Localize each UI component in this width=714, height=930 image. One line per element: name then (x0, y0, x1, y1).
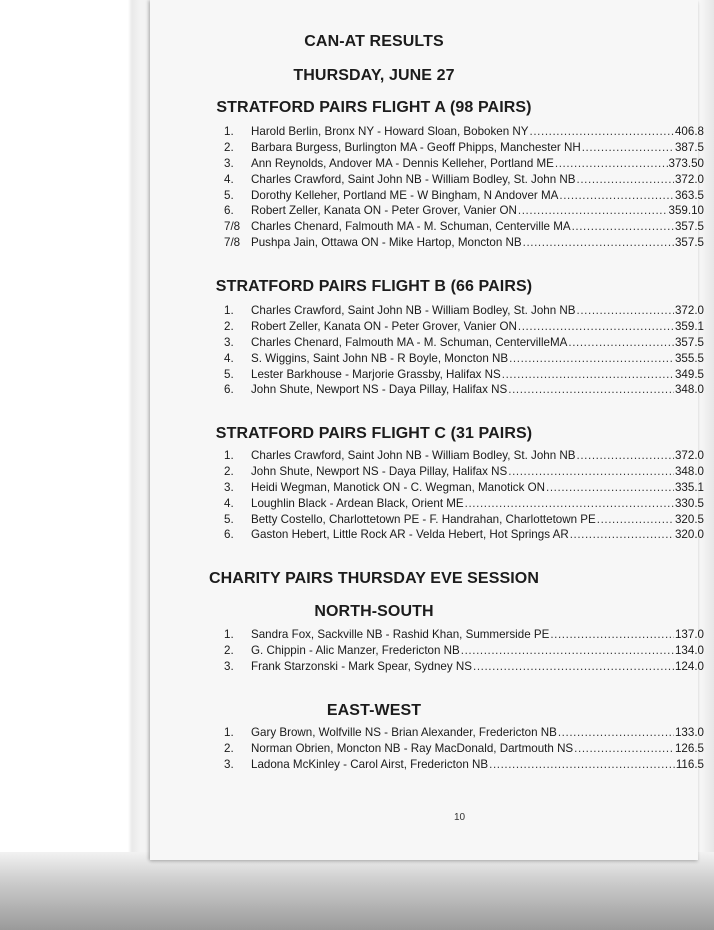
result-rank: 3. (224, 659, 234, 673)
result-rank: 3. (224, 757, 234, 771)
result-score: 357.5 (674, 335, 704, 349)
dot-leader (509, 351, 674, 367)
results-list-flight-a (224, 124, 704, 251)
result-pair-names: S. Wiggins, Saint John NB - R Boyle, Moncton NB (251, 351, 509, 365)
result-row (224, 627, 704, 643)
result-rank: 1. (224, 125, 234, 138)
dot-leader (465, 496, 674, 512)
result-row (224, 512, 704, 528)
result-pair-names: Dorothy Kelleher, Portland ME - W Bingham, N Andover MA (251, 188, 559, 202)
dot-leader (546, 480, 674, 496)
dot-leader (582, 140, 674, 156)
dot-leader (555, 156, 668, 172)
result-score: 372.0 (674, 172, 704, 186)
result-row (224, 335, 704, 351)
result-pair-names: Ladona McKinley - Carol Airst, Fredericton NB (251, 757, 489, 771)
result-row (224, 303, 704, 319)
result-row (224, 351, 704, 367)
result-pair-names: Charles Chenard, Falmouth MA - M. Schuman, Centerville MA (251, 220, 571, 234)
dot-leader (572, 219, 674, 235)
document-page (150, 0, 704, 860)
results-list-east-west (224, 725, 704, 773)
result-rank: 6. (224, 528, 234, 542)
page-number: 10 (454, 812, 466, 823)
result-pair-names: Gaston Hebert, Little Rock AR - Velda Hebert, Hot Springs AR (251, 528, 569, 542)
result-pair-names: Charles Crawford, Saint John NB - William Bodley, St. John NB (251, 449, 576, 462)
result-score: 330.5 (674, 496, 704, 510)
result-pair-names: John Shute, Newport NS - Daya Pillay, Halifax NS (251, 383, 508, 397)
result-pair-names: Pushpa Jain, Ottawa ON - Mike Hartop, Moncton NB (251, 236, 522, 250)
result-row (224, 496, 704, 512)
result-rank: 4. (224, 351, 234, 365)
dot-leader (577, 448, 674, 464)
result-score: 372.0 (674, 304, 704, 317)
result-row (224, 367, 704, 383)
result-row (224, 172, 704, 188)
result-rank: 6. (224, 383, 234, 397)
result-pair-names: Robert Zeller, Kanata ON - Peter Grover, Vanier ON (251, 319, 517, 333)
dot-leader (559, 188, 674, 204)
section-heading-flight-b: STRATFORD PAIRS FLIGHT B (66 PAIRS) (215, 278, 533, 295)
result-score: 124.0 (674, 659, 704, 673)
dot-leader (508, 382, 674, 398)
result-score: 355.5 (674, 351, 704, 365)
dot-leader (473, 659, 674, 675)
page-subtitle: THURSDAY, JUNE 27 (293, 67, 455, 84)
result-score: 359.1 (674, 319, 704, 333)
result-rank: 3. (224, 480, 234, 494)
result-row (224, 480, 704, 496)
result-rank: 2. (224, 319, 234, 333)
result-pair-names: Charles Crawford, Saint John NB - William Bodley, St. John NB (251, 304, 576, 317)
result-pair-names: Heidi Wegman, Manotick ON - C. Wegman, Manotick ON (251, 480, 546, 494)
result-rank: 3. (224, 335, 234, 349)
result-score: 349.5 (674, 367, 704, 381)
result-pair-names: Betty Costello, Charlottetown PE - F. Handrahan, Charlottetown PE (251, 512, 596, 526)
dot-leader (550, 627, 674, 643)
result-row (224, 464, 704, 480)
result-score: 320.5 (674, 512, 704, 526)
page-title: CAN-AT RESULTS (304, 33, 444, 50)
result-score: 133.0 (674, 726, 704, 739)
result-row (224, 156, 704, 172)
result-row (224, 140, 704, 156)
result-rank: 2. (224, 140, 234, 154)
result-pair-names: John Shute, Newport NS - Daya Pillay, Halifax NS (251, 464, 508, 478)
result-score: 348.0 (674, 464, 704, 478)
result-rank: 2. (224, 741, 234, 755)
result-score: 359.10 (668, 204, 704, 218)
result-score: 134.0 (674, 643, 704, 657)
result-row (224, 643, 704, 659)
dot-leader (523, 235, 674, 251)
result-score: 357.5 (674, 236, 704, 250)
result-rank: 4. (224, 496, 234, 510)
result-score: 372.0 (674, 449, 704, 462)
dot-leader (461, 643, 674, 659)
result-score: 348.0 (674, 383, 704, 397)
result-rank: 1. (224, 449, 234, 462)
result-rank: 4. (224, 172, 234, 186)
result-row (224, 659, 704, 675)
result-rank: 1. (224, 304, 234, 317)
result-rank: 1. (224, 726, 234, 739)
dot-leader (530, 124, 674, 140)
result-row (224, 448, 704, 464)
result-score: 116.5 (675, 757, 704, 771)
dot-leader (570, 527, 674, 543)
result-rank: 2. (224, 643, 234, 657)
result-score: 137.0 (674, 628, 704, 641)
section-heading-flight-c: STRATFORD PAIRS FLIGHT C (31 PAIRS) (215, 425, 533, 442)
dot-leader (577, 172, 674, 188)
result-pair-names: Norman Obrien, Moncton NB - Ray MacDonald, Dartmouth NS (251, 741, 574, 755)
result-row (224, 319, 704, 335)
result-row (224, 757, 704, 773)
result-score: 406.8 (674, 125, 704, 138)
result-pair-names: Harold Berlin, Bronx NY - Howard Sloan, Boboken NY (251, 125, 529, 138)
result-rank: 3. (224, 156, 234, 170)
result-pair-names: Barbara Burgess, Burlington MA - Geoff Phipps, Manchester NH (251, 140, 581, 154)
result-row (224, 203, 704, 219)
result-row (224, 188, 704, 204)
dot-leader (518, 319, 674, 335)
dot-leader (574, 741, 674, 757)
results-list-flight-b (224, 303, 704, 398)
result-score: 387.5 (674, 140, 704, 154)
result-score: 357.5 (674, 220, 704, 234)
result-pair-names: Lester Barkhouse - Marjorie Grassby, Halifax NS (251, 367, 501, 381)
result-rank: 5. (224, 512, 234, 526)
result-pair-names: Loughlin Black - Ardean Black, Orient ME (251, 496, 464, 510)
dot-leader (508, 464, 674, 480)
result-score: 335.1 (674, 480, 704, 494)
result-row (224, 382, 704, 398)
result-pair-names: Robert Zeller, Kanata ON - Peter Grover, Vanier ON (251, 204, 517, 218)
result-score: 320.0 (674, 528, 704, 542)
result-pair-names: Frank Starzonski - Mark Spear, Sydney NS (251, 659, 473, 673)
scan-bottom-shadow (0, 852, 714, 930)
section-heading-north-south: NORTH-SOUTH (314, 603, 434, 620)
dot-leader (489, 757, 675, 773)
result-row (224, 235, 704, 251)
result-score: 126.5 (674, 741, 704, 755)
result-rank: 1. (224, 628, 234, 641)
section-heading-flight-a: STRATFORD PAIRS FLIGHT A (98 PAIRS) (216, 99, 532, 116)
result-pair-names: Sandra Fox, Sackville NB - Rashid Khan, Summerside PE (251, 628, 550, 641)
section-heading-east-west: EAST-WEST (326, 702, 422, 719)
result-pair-names: Gary Brown, Wolfville NS - Brian Alexander, Fredericton NB (251, 726, 557, 739)
results-list-flight-c (224, 448, 704, 543)
dot-leader (577, 303, 674, 319)
result-pair-names: Charles Crawford, Saint John NB - William Bodley, St. John NB (251, 172, 576, 186)
result-rank: 6. (224, 204, 234, 218)
result-pair-names: Charles Chenard, Falmouth MA - M. Schuman, CentervilleMA (251, 335, 568, 349)
dot-leader (597, 512, 674, 528)
result-score: 373.50 (668, 156, 704, 170)
section-heading-charity: CHARITY PAIRS THURSDAY EVE SESSION (209, 570, 539, 587)
result-rank: 7/8 (224, 220, 241, 234)
results-list-north-south (224, 627, 704, 675)
dot-leader (568, 335, 674, 351)
result-row (224, 124, 704, 140)
dot-leader (518, 203, 668, 219)
result-row (224, 725, 704, 741)
dot-leader (558, 725, 674, 741)
result-rank: 2. (224, 464, 234, 478)
result-row (224, 741, 704, 757)
dot-leader (502, 367, 674, 383)
result-pair-names: Ann Reynolds, Andover MA - Dennis Kelleher, Portland ME (251, 156, 554, 170)
result-pair-names: G. Chippin - Alic Manzer, Fredericton NB (251, 643, 460, 657)
result-score: 363.5 (674, 188, 704, 202)
result-rank: 7/8 (224, 236, 241, 250)
result-row (224, 527, 704, 543)
result-rank: 5. (224, 367, 234, 381)
result-rank: 5. (224, 188, 234, 202)
result-row (224, 219, 704, 235)
